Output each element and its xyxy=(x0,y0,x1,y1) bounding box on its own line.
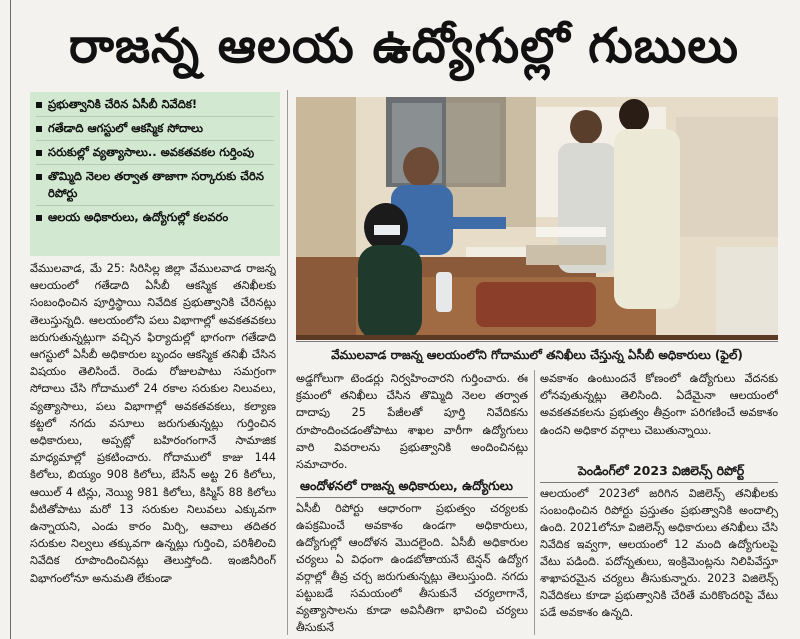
bullet-icon xyxy=(36,150,42,156)
highlight-divider xyxy=(36,116,274,117)
bullet-icon xyxy=(36,215,42,221)
highlight-item: సరుకుల్లో వ్యత్యాసాలు.. అవకతవకల గుర్తింపు xyxy=(36,144,274,161)
highlight-item: గతేడాది ఆగస్టులో ఆకస్మిక సోదాలు xyxy=(36,120,274,137)
column-divider xyxy=(534,370,535,635)
highlight-item: తొమ్మిది నెలల తర్వాత తాజాగా సర్కారుకు చేరిన రిపోర్టు xyxy=(36,168,274,202)
article-column-2: అడ్డగోలుగా టెండర్లు నిర్వహించారని గుర్తించారు. ఈ క్రమంలో తనిఖీలు చేసిన తొమ్మిది నెలల తర్వాత దాదాపు 25 పేజీలతో పూర్తి నివేదికను రూపొందించడంతోపాటు శాఖల వారీగా ఉద్యోగులు వారి వివరాలను ప్రభుత్వానికి అందించినట్లు సమాచారం. xyxy=(296,372,528,472)
subheading-vigilance-report: పెండింగ్‌లో 2023 విజిలెన్స్ రిపోర్ట్ xyxy=(577,463,745,478)
column-divider xyxy=(287,90,288,635)
highlight-divider xyxy=(36,205,274,206)
article-column-3: అవకాశం ఉంటుందనే కోణంలో ఉద్యోగులు వేదనకు లోనవుతున్నట్లు తెలిసింది. ఏదేమైనా ఆలయంలో అవకతవకలను ప్రభుత్వం తీవ్రంగా పరిగణించే అవకాశం ఉందని అధికార వర్గాలు చెబుతున్నాయి. xyxy=(540,372,778,437)
headline: రాజన్న ఆలయ ఉద్యోగుల్లో గుబులు xyxy=(68,18,740,74)
bullet-icon xyxy=(36,126,42,132)
caption-rule xyxy=(296,341,778,342)
news-photo xyxy=(296,97,778,340)
photo-caption: వేములవాడ రాజన్న ఆలయంలోని గోదాములో తనిఖీలు చేస్తున్న ఏసీబీ అధికారులు (ఫైల్) xyxy=(331,348,743,362)
highlight-item: ఆలయ అధికారులు, ఉద్యోగుల్లో కలవరం xyxy=(36,209,274,226)
subheading-officials-worry: ఆందోళనలో రాజన్న అధికారులు, ఉద్యోగులు xyxy=(300,478,513,493)
highlights-box xyxy=(30,92,280,256)
highlight-divider xyxy=(36,140,274,141)
office-scene-illustration xyxy=(296,97,778,340)
highlight-item: ప్రభుత్వానికి చేరిన ఏసీబీ నివేదిక! xyxy=(36,96,274,113)
highlight-divider xyxy=(36,164,274,165)
bullet-icon xyxy=(36,102,42,108)
article-column-2-continued: ఏసీబీ రిపోర్టు ఆధారంగా ప్రభుత్వం చర్యలకు ఉపక్రమించే అవకాశం ఉండగా అధికారులు, ఉద్యోగుల్లో ఆందోళన మొదలైంది. ఏసీబీ అధికారుల చర్యలు ఏ విధంగా ఉండబోతాయనే టెన్షన్ ఉద్యోగ వర్గాల్లో తీవ్ర చర్చ జరుగుతున్నట్లు తెలుస్తుంది. నగదు పట్టుబడే సమయంలో తీసుకునే చర్యలాగానే, వ్యత్యాసాలను కూడా అవినీతిగా భావించి చర్యలు తీసుకునే xyxy=(296,502,528,634)
left-margin-rule xyxy=(10,0,11,639)
bullet-icon xyxy=(36,174,42,180)
article-column-1: వేములవాడ, మే 25: సిరిసిల్ల జిల్లా వేములవాడ రాజన్న ఆలయంలో గతేడాది ఏసీబీ ఆకస్మిక తనిఖీలకు సంబంధించిన పూర్తిస్థాయి నివేదిక ప్రభుత్వానికి చేరినట్లు తెలుస్తున్నది. ఆలయంలోని పలు విభాగాల్లో అవకతవకలు జరుగుతున్నట్లుగా వచ్చిన ఫిర్యాదుల్లో భాగంగా గతేడాది ఆగస్టులో ఏసీబీ అధికారుల బృందం ఆకస్మిక తనిఖీ చేసిన విషయం తెలిసిందే. రెండు రోజులపాటు సమగ్రంగా సోదాలు చేసి గోదాములో 24 రకాల సరుకుల నిలువలు, వ్యత్యాసాలు, పలు విభాగాల్లో అవకతవకలు, కల్యాణ కట్టలో నగదు వసూలు జరుగుతున్నట్లు గుర్తించిన అధికారులు, అప్పట్లో బహిరంగంగానే సామాజిక మాధ్యమాల్లో ప్రకటించారు. గోదాములో కాజు 144 కిలోలు, బియ్యం 908 కిలోలు, బేసిన్ అట్ట 26 కిలోలు, ఆయిల్ 4 టిన్లు, నెయ్యి 981 కిలోలు, కిస్మిస్ 88 కిలోలు వీటితోపాటు మరో 13 సరుకుల నిలువలు ఎక్కువగా ఉన్నాయని, ఎండు కారం మిర్చి, ఆవాలు తదితర సరుకుల నిల్వలు తక్కువగా ఉన్నట్లు గుర్తించి, పరిశీలించి నివేదిక రూపొందించినట్లు తెలుస్తోంది. ఇంజినీరింగ్ విభాగంలోనూ అనుమతి లేకుండా xyxy=(30,262,276,585)
article-column-3-continued: ఆలయంలో 2023లో జరిగిన విజిలెన్స్ తనిఖీలకు సంబంధించిన రిపోర్టు ప్రస్తుతం ప్రభుత్వానికి అందాల్సి ఉంది. 2021లోనూ విజిలెన్స్ అధికారులు తనిఖీలు చేసి నివేదిక ఇవ్వగా, ఆలయంలో 12 మంది ఉద్యోగులపై వేటు పడింది. పదోన్నతులు, ఇంక్రిమెంట్లను నిలిపివేస్తూ శాఖాపరమైన చర్యలు తీసుకున్నారు. 2023 విజిలెన్స్ నివేదికలు కూడా ప్రభుత్వానికి చేరితే మరికొందరిపై వేటు పడే అవకాశం ఉన్నది. xyxy=(540,487,778,619)
